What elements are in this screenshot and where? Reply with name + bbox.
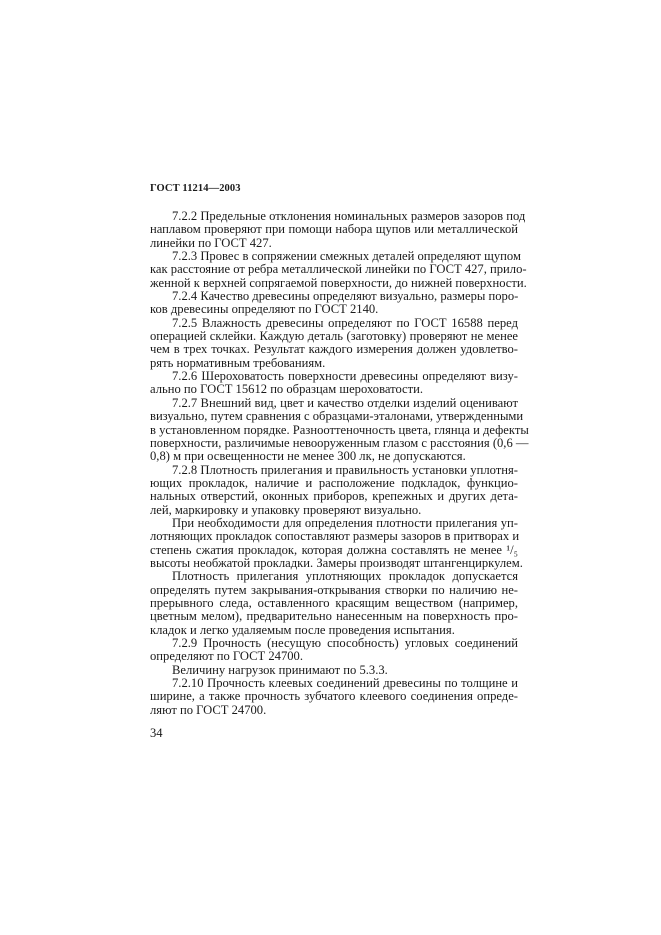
paragraph	[150, 677, 518, 717]
text-line: Величину нагрузок принимают по 5.3.3.	[172, 662, 388, 677]
paragraph	[150, 637, 518, 664]
text-line: 7.2.10 Прочность клеевых соединений древесины по толщине и	[172, 676, 518, 691]
text-line: женной к верхней сопрягаемой поверхности, до нижней поверхности.	[150, 275, 527, 290]
text-line: ально по ГОСТ 15612 по образцам шероховатости.	[150, 382, 424, 397]
text-line: 7.2.9 Прочность (несущую способность) угловых соединений	[172, 636, 518, 650]
paragraph	[150, 395, 529, 464]
text-line: прерывного следа, оставленного красящим веществом (например,	[150, 595, 518, 610]
paragraph	[150, 370, 518, 397]
text-line: 7.2.5 Влажность древесины определяют по ГОСТ 16588 перед	[172, 315, 518, 330]
text-line: кладок и легко удаляемым после проведения испытания.	[150, 622, 455, 637]
text-line: линейки по ГОСТ 427.	[150, 235, 272, 250]
text-line: степень сжатия прокладок, которая должна составлять не менее ¹/₅	[150, 542, 518, 557]
text-line: лотняющих прокладок сопоставляют размеры зазоров в притворах и	[150, 529, 520, 544]
text-line: 7.2.7 Внешний вид, цвет и качество отделки изделий оценивают	[172, 395, 518, 410]
document-header: ГОСТ 11214—2003	[150, 183, 241, 194]
text-line: высоты необжатой прокладки. Замеры производят штангенциркулем.	[150, 555, 523, 570]
text-line: 0,8) м при освещенности не менее 300 лк, не допускаются.	[150, 449, 466, 464]
paragraph	[150, 570, 518, 637]
text-line: При необходимости для определения плотности прилегания уп-	[172, 515, 518, 530]
text-line: поверхности, различимые невооруженным глазом с расстояния (0,6 —	[150, 435, 529, 450]
text-line: 7.2.8 Плотность прилегания и правильность установки уплотня-	[172, 462, 518, 477]
text-line: Плотность прилегания уплотняющих прокладок допускается	[172, 569, 518, 584]
text-line: 7.2.4 Качество древесины определяют визуально, размеры поро-	[172, 289, 519, 304]
text-line: наплавом проверяют при помощи набора щупов или металлической	[150, 222, 518, 237]
text-line: нальных отверстий, оконных приборов, крепежных и других дета-	[150, 489, 518, 504]
text-line: чем в трех точках. Результат каждого измерения должен удовлетво-	[150, 342, 518, 357]
text-line: операцией склейки. Каждую деталь (заготовку) проверяют не менее	[150, 329, 518, 344]
text-line: 7.2.2 Предельные отклонения номинальных размеров зазоров под	[172, 209, 526, 223]
text-line: определять путем закрывания-открывания створки по наличию не-	[150, 582, 518, 597]
text-line: цветным мелом), предварительно нанесенным на поверхность про-	[150, 609, 518, 624]
text-line: ков древесины определяют по ГОСТ 2140.	[150, 302, 379, 317]
text-line: ляют по ГОСТ 24700.	[150, 702, 267, 717]
text-line: 7.2.3 Провес в сопряжении смежных деталей определяют щупом	[172, 249, 521, 264]
text-line: ширине, а также прочность зубчатого клеевого соединения опреде-	[150, 689, 518, 704]
paragraph	[150, 317, 518, 370]
text-line: в установленном порядке. Разнооттеночность цвета, глянца и дефекты	[150, 422, 529, 437]
text-line: определяют по ГОСТ 24700.	[150, 649, 304, 664]
paragraph	[150, 515, 523, 570]
text-line: ющих прокладок, наличие и расположение подкладок, функцио-	[150, 475, 518, 490]
document-body	[150, 209, 529, 717]
paragraph	[150, 664, 518, 677]
text-line: 7.2.6 Шероховатость поверхности древесины определяют визу-	[172, 369, 518, 384]
paragraph	[150, 464, 518, 517]
text-line: рять нормативным требованиям.	[150, 355, 326, 370]
text-line: лей, маркировку и упаковку проверяют визуально.	[150, 502, 422, 517]
paragraph	[150, 290, 518, 317]
paragraph	[150, 209, 526, 250]
text-line: визуально, путем сравнения с образцами-эталонами, утвержденными	[150, 409, 524, 424]
text-line: как расстояние от ребра металлической линейки по ГОСТ 427, прило-	[150, 262, 527, 277]
page-number: 34	[150, 726, 163, 740]
paragraph	[150, 249, 527, 290]
